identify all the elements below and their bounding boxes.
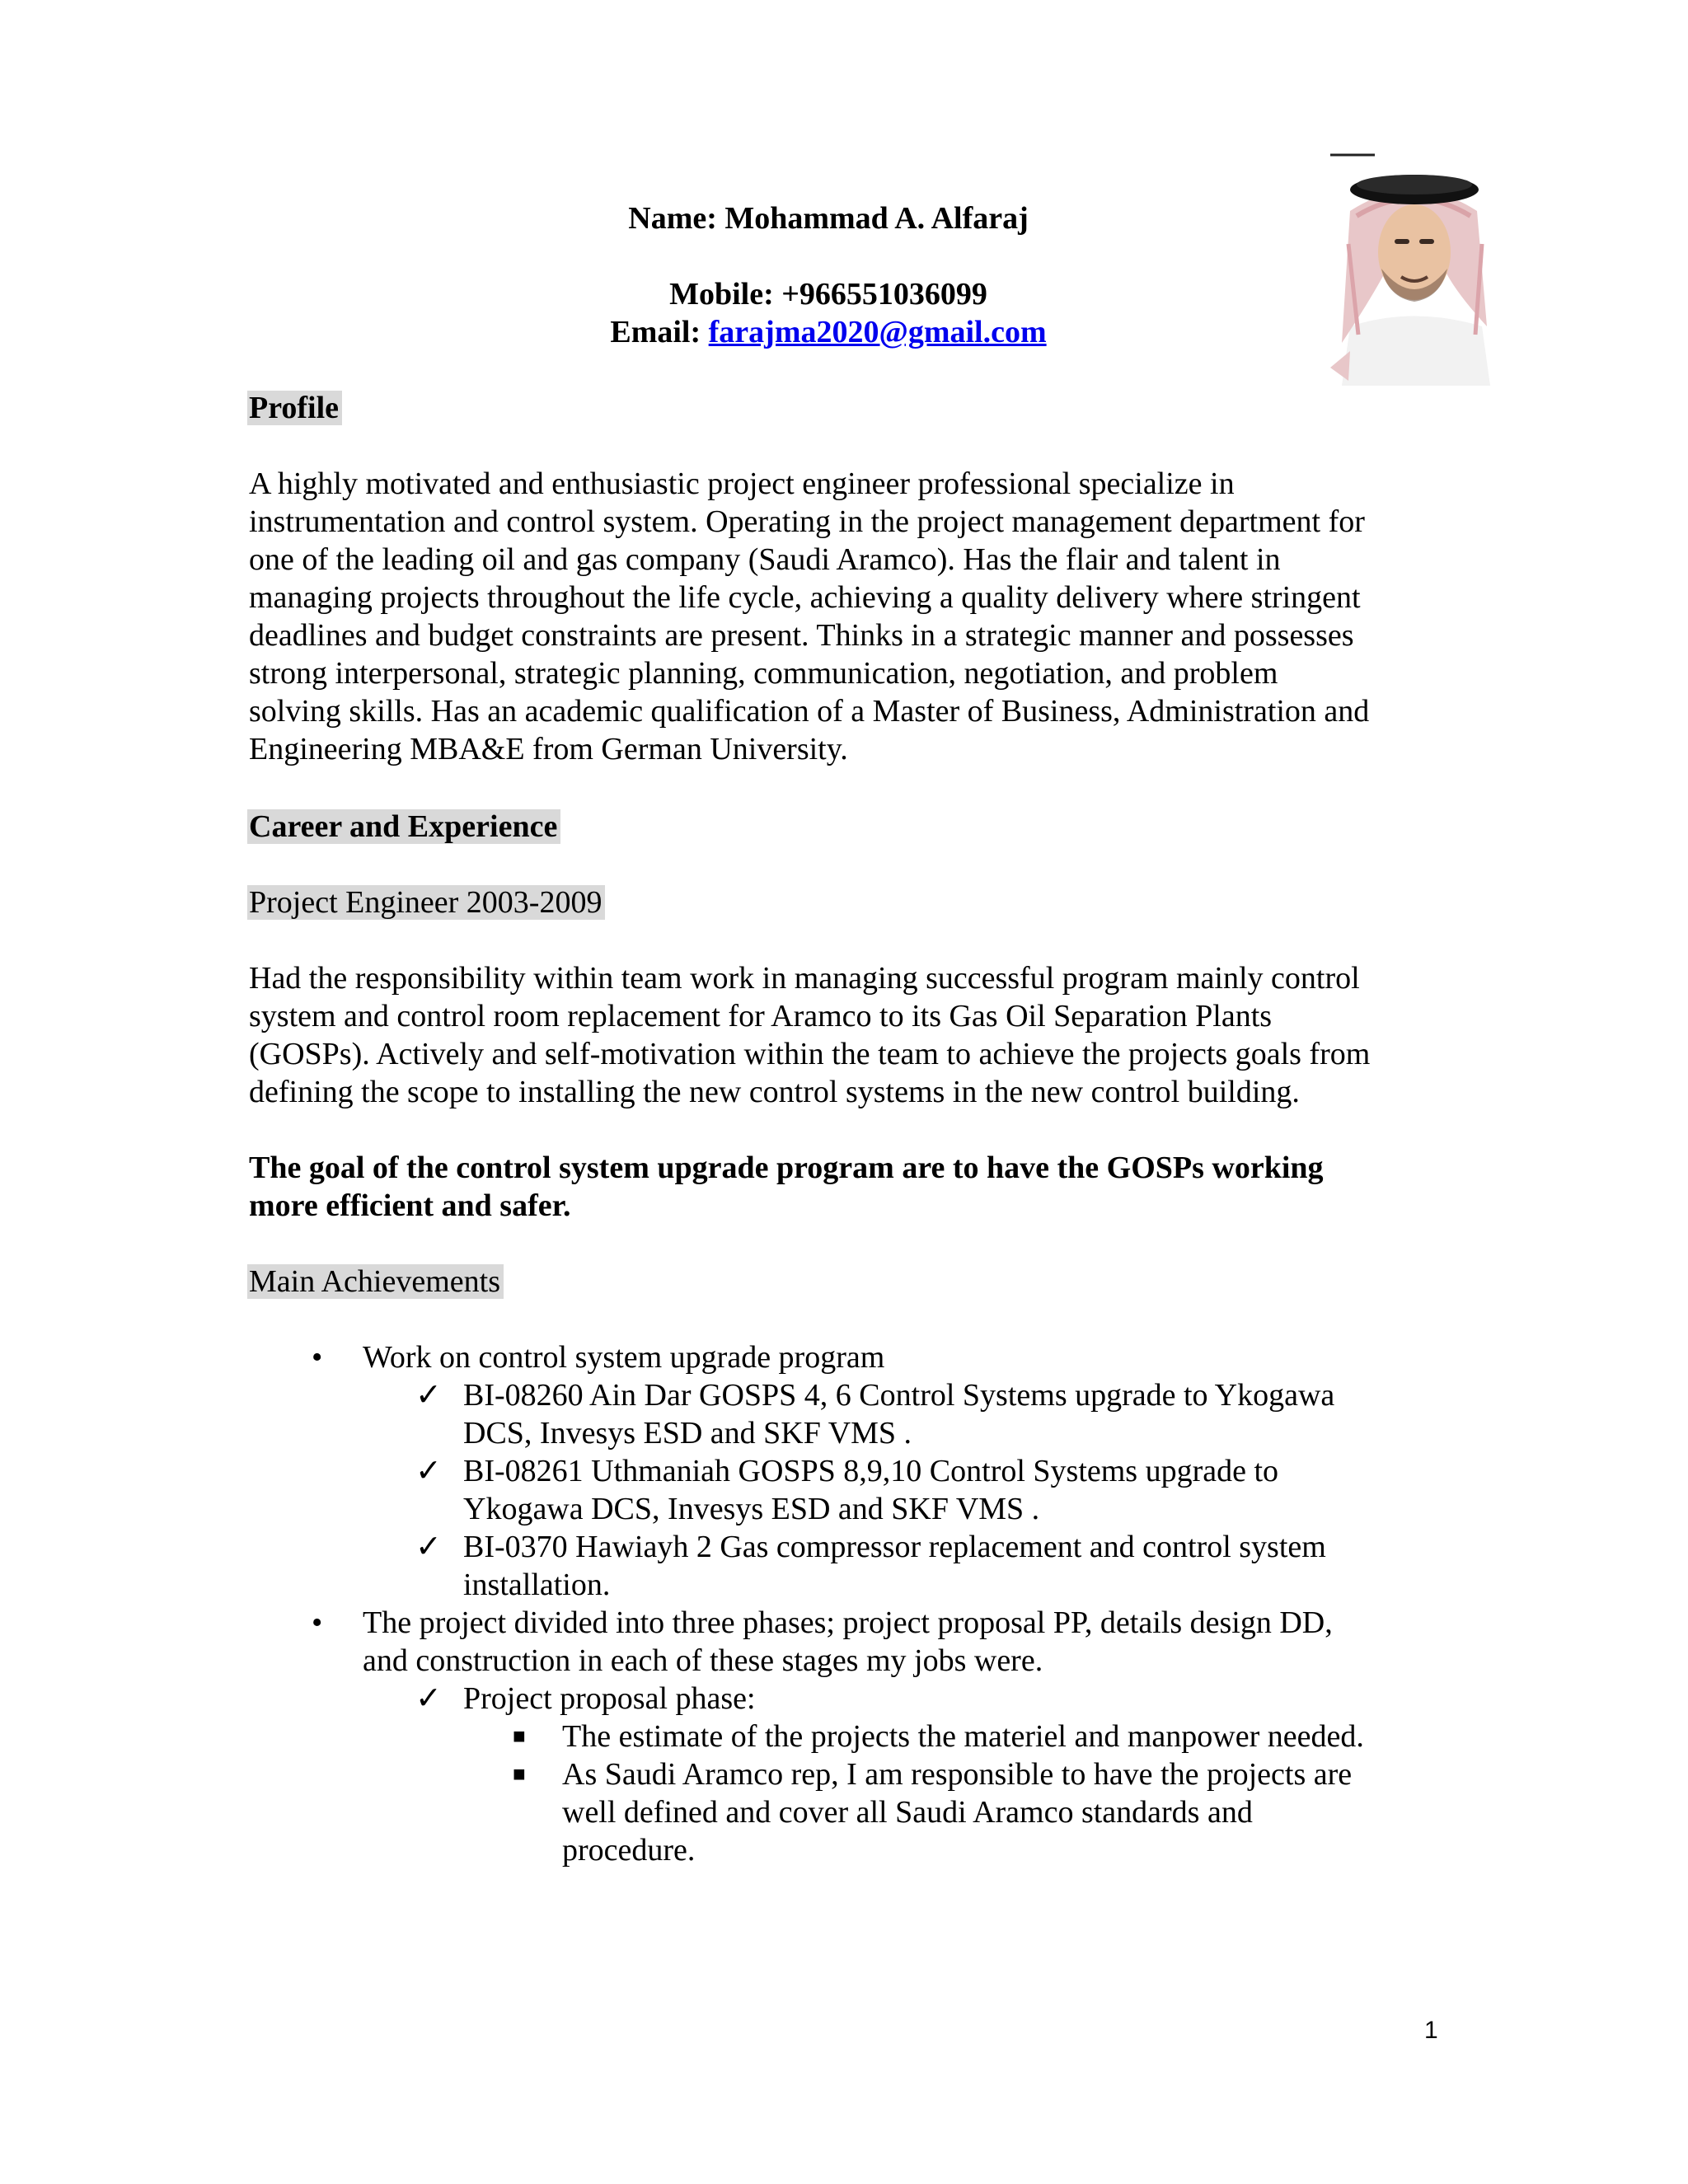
career-description: [249, 959, 1452, 1111]
goal-statement: [249, 1149, 1452, 1225]
checkmark-icon: ✓: [415, 1454, 442, 1488]
square-item: The estimate of the projects the materiel and manpower needed.: [562, 1719, 1364, 1754]
description-line: defining the scope to installing the new control systems in the new control building.: [249, 1075, 1300, 1109]
mobile-value: +966551036099: [781, 277, 987, 312]
profile-line: one of the leading oil and gas company (Saudi Aramco). Has the flair and talent in: [249, 542, 1281, 577]
profile-line: Engineering MBA&E from German University.: [249, 732, 848, 766]
square-bullet-icon: ■: [513, 1762, 526, 1786]
square-item: As Saudi Aramco rep, I am responsible to have the projects are well defined and cover all Saudi Aramco standards and procedure.: [562, 1757, 1353, 1868]
mobile-label: Mobile:: [669, 277, 774, 312]
profile-text: [249, 465, 1452, 768]
description-line: (GOSPs). Actively and self-motivation within the team to achieve the projects goals from: [249, 1037, 1371, 1071]
profile-line: managing projects throughout the life cycle, achieving a quality delivery where stringent: [249, 580, 1361, 615]
career-heading: Career and Experience: [249, 808, 560, 846]
profile-line: instrumentation and control system. Operating in the project management department for: [249, 504, 1365, 539]
profile-line: solving skills. Has an academic qualification of a Master of Business, Administration and: [249, 694, 1370, 729]
profile-line: deadlines and budget constraints are present. Thinks in a strategic manner and possesses: [249, 618, 1354, 653]
check-item: BI-0370 Hawiayh 2 Gas compressor replacement and control system installation.: [463, 1530, 1326, 1602]
email-link[interactable]: farajma2020@gmail.com: [708, 315, 1047, 349]
check-item: BI-08261 Uthmaniah GOSPS 8,9,10 Control Systems upgrade to Ykogawa DCS, Invesys ESD and SKF VMS .: [463, 1454, 1279, 1526]
bullet-item: Work on control system upgrade program: [363, 1340, 885, 1375]
profile-line: A highly motivated and enthusiastic project engineer professional specialize in: [249, 466, 1235, 501]
goal-line: The goal of the control system upgrade program are to have the GOSPs working: [249, 1151, 1324, 1185]
bullet-item: The project divided into three phases; project proposal PP, details design DD, and construction in each of these stages my jobs were.: [363, 1605, 1333, 1678]
square-bullet-icon: ■: [513, 1724, 526, 1748]
description-line: system and control room replacement for Aramco to its Gas Oil Separation Plants: [249, 999, 1273, 1033]
check-item: BI-08260 Ain Dar GOSPS 4, 6 Control Systems upgrade to Ykogawa DCS, Invesys ESD and SKF VMS .: [463, 1378, 1335, 1451]
name-value: Mohammad A. Alfaraj: [724, 201, 1029, 236]
description-line: Had the responsibility within team work in managing successful program mainly control: [249, 961, 1360, 996]
email-label: Email:: [610, 315, 701, 349]
role-title: Project Engineer 2003-2009: [249, 883, 605, 921]
goal-line: more efficient and safer.: [249, 1188, 571, 1223]
checkmark-icon: ✓: [415, 1530, 442, 1564]
name-label: Name:: [628, 201, 717, 236]
bullet-icon: •: [312, 1605, 323, 1640]
achievements-heading: Main Achievements: [249, 1263, 504, 1301]
profile-heading: Profile: [249, 389, 342, 427]
profile-line: strong interpersonal, strategic planning, communication, negotiation, and problem: [249, 656, 1278, 691]
profile-photo: [1325, 153, 1502, 386]
checkmark-icon: ✓: [415, 1681, 442, 1716]
checkmark-icon: ✓: [415, 1378, 442, 1413]
page-number: 1: [1424, 2017, 1438, 2044]
check-item: Project proposal phase:: [463, 1681, 756, 1716]
bullet-icon: •: [312, 1340, 323, 1375]
